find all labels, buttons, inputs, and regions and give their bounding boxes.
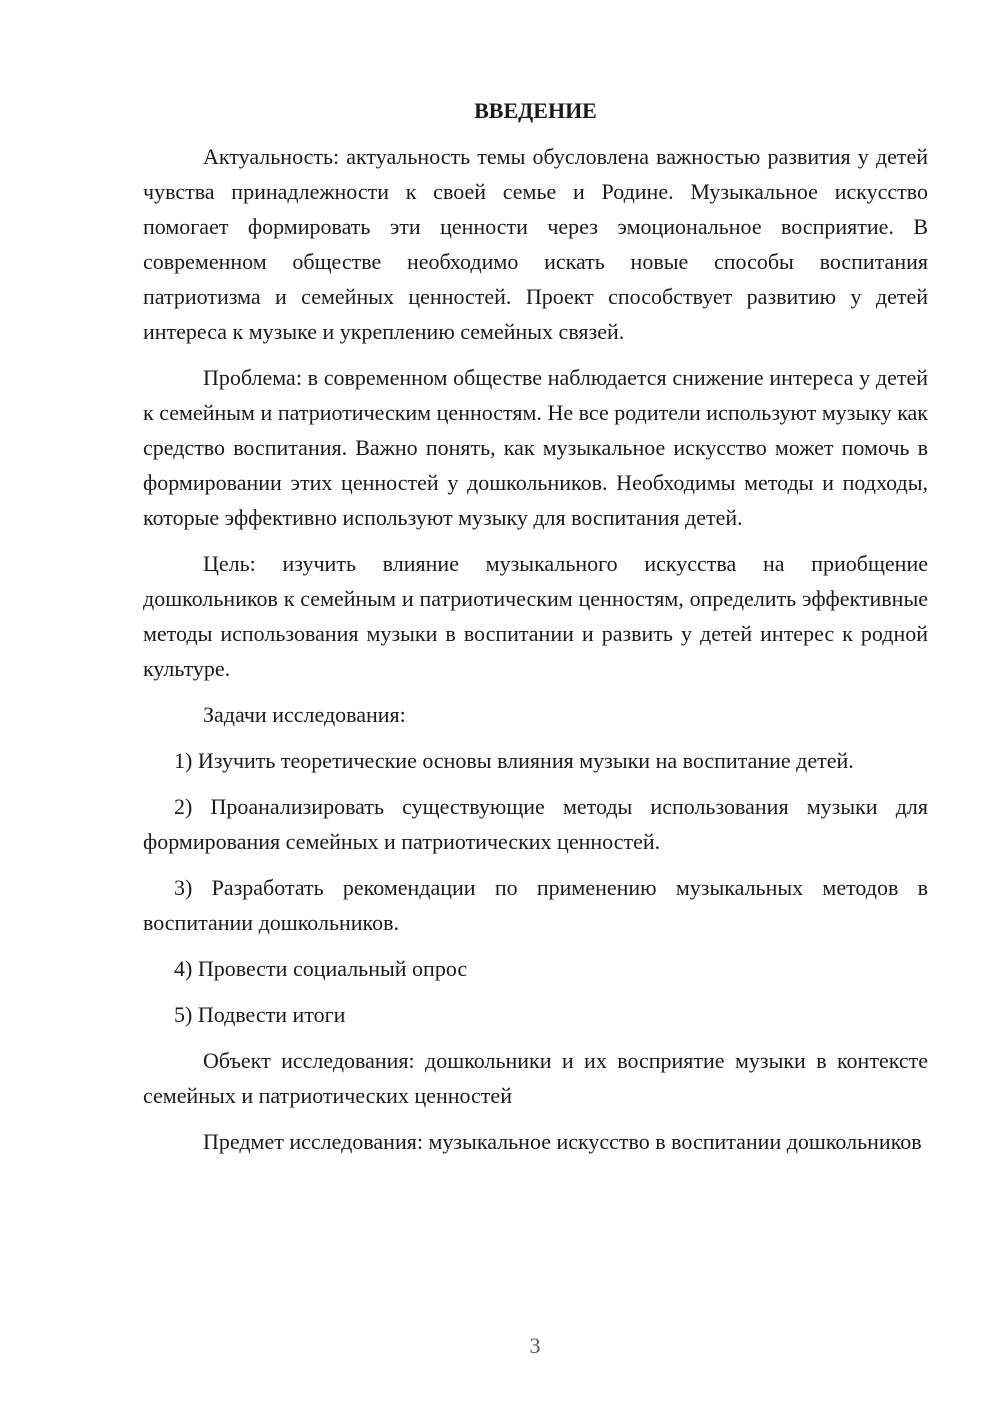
object-paragraph: Объект исследования: дошкольники и их восприятие музыки в контексте семейных и патриотических ценностей: [143, 1048, 928, 1108]
problem-paragraph: Проблема: в современном обществе наблюдается снижение интереса у детей к семейным и патриотическим ценностям. Не все родители используют музыку как средство воспитания. Важно понять, как музыкальное искусство может помочь в формировании этих ценностей у дошкольников. Необходимы методы и подходы, которые эффективно используют музыку для воспитания детей.: [143, 365, 928, 530]
tasks-heading: Задачи исследования:: [203, 702, 406, 727]
task-item-4: 4) Провести социальный опрос: [174, 956, 468, 981]
section-title: ВВЕДЕНИЕ: [474, 98, 597, 123]
task-item-2: 2) Проанализировать существующие методы использования музыки для формирования семейных и патриотических ценностей.: [143, 794, 928, 854]
relevance-paragraph: Актуальность: актуальность темы обусловлена важностью развития у детей чувства принадлежности к своей семье и Родине. Музыкальное искусство помогает формировать эти ценности через эмоциональное восприятие. В современном обществе необходимо искать новые способы воспитания патриотизма и семейных ценностей. Проект способствует развитию у детей интереса к музыке и укреплению семейных связей.: [143, 144, 928, 344]
subject-paragraph: Предмет исследования: музыкальное искусство в воспитании дошкольников: [203, 1129, 922, 1154]
task-item-1: 1) Изучить теоретические основы влияния музыки на воспитание детей.: [174, 748, 854, 773]
page-number: 3: [529, 1333, 541, 1358]
task-item-3: 3) Разработать рекомендации по применению музыкальных методов в воспитании дошкольников.: [143, 875, 928, 935]
goal-paragraph: Цель: изучить влияние музыкального искусства на приобщение дошкольников к семейным и патриотическим ценностям, определить эффективные методы использования музыки в воспитании и развить у детей интерес к родной культуре.: [143, 551, 928, 681]
page-content: [143, 96, 928, 1170]
task-item-5: 5) Подвести итоги: [174, 1002, 346, 1027]
